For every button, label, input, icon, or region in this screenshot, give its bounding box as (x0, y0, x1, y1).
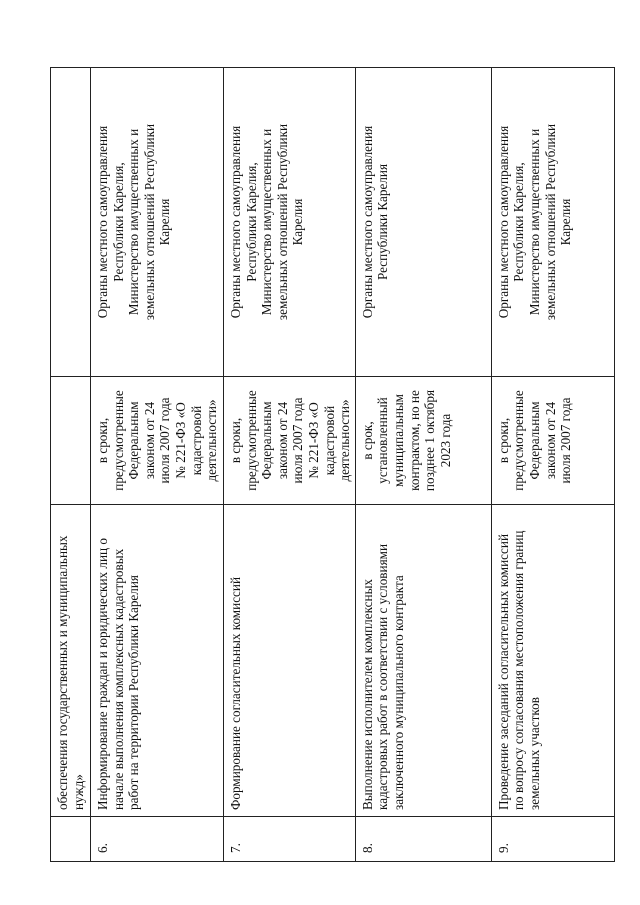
table-row (224, 68, 356, 862)
table-row (91, 68, 224, 862)
table-row (355, 68, 491, 862)
row-number: 9. (495, 843, 511, 853)
responsible-text: Органы местного самоуправления Республики Карелия, Министерство имущественных и земельных отношений Республики Карелия (495, 123, 574, 321)
task-cell (51, 505, 91, 817)
landscape-table-container (50, 68, 610, 862)
term-text: в сроки, предусмотренные Федеральным законом от 24 июля 2007 года № 221-ФЗ «О кадастровой деятельности» (228, 390, 353, 491)
resp-cell (224, 68, 356, 377)
num-cell-empty (51, 817, 91, 862)
row-number: 8. (359, 843, 375, 853)
table-row (491, 68, 614, 862)
table-row-continuation (51, 68, 91, 862)
task-cell (491, 505, 614, 817)
task-text: Выполнение исполнителем комплексных кадастровых работ в соответствии с условиями заключенного муниципального контракта (359, 543, 406, 810)
term-cell (91, 377, 224, 505)
responsible-text: Органы местного самоуправления Республики Карелия, Министерство имущественных и земельных отношений Республики Карелия (228, 123, 306, 321)
term-cell (224, 377, 356, 505)
term-text: в сроки, предусмотренные Федеральным законом от 24 июля 2007 года № 221-ФЗ «О кадастровой деятельности» (95, 390, 220, 491)
task-text: Информирование граждан и юридических лиц о начале выполнения комплексных кадастровых работ на территории Республики Карелия (95, 538, 142, 810)
rotated-table-frame (50, 68, 610, 862)
term-text: в сроки, предусмотренные Федеральным законом от 24 июля 2007 года (495, 390, 574, 491)
task-text: Проведение заседаний согласительных комиссий по вопросу согласования местоположения границ земельных участков (495, 530, 542, 810)
responsible-text: Органы местного самоуправления Республики Карелия (359, 125, 391, 319)
task-cell (91, 505, 224, 817)
task-cell (355, 505, 491, 817)
resp-cell (491, 68, 614, 377)
term-cell-empty (51, 377, 91, 505)
num-cell (355, 817, 491, 862)
term-cell (355, 377, 491, 505)
resp-cell-empty (51, 68, 91, 377)
num-cell (91, 817, 224, 862)
task-cell (224, 505, 356, 817)
num-cell (491, 817, 614, 862)
resp-cell (91, 68, 224, 377)
activities-table (50, 67, 615, 862)
resp-cell (355, 68, 491, 377)
term-cell (491, 377, 614, 505)
row-number: 6. (95, 843, 110, 853)
task-text: Формирование согласительных комиссий (228, 576, 243, 810)
task-text: обеспечения государственных и муниципальных нужд» (55, 535, 86, 810)
term-text: в срок, установленный муниципальным контрактом, но не позднее 1 октября 2023 года (359, 389, 453, 492)
row-number: 7. (228, 843, 243, 853)
responsible-text: Органы местного самоуправления Республики Карелия, Министерство имущественных и земельных отношений Республики Карелия (95, 123, 173, 321)
num-cell (224, 817, 356, 862)
